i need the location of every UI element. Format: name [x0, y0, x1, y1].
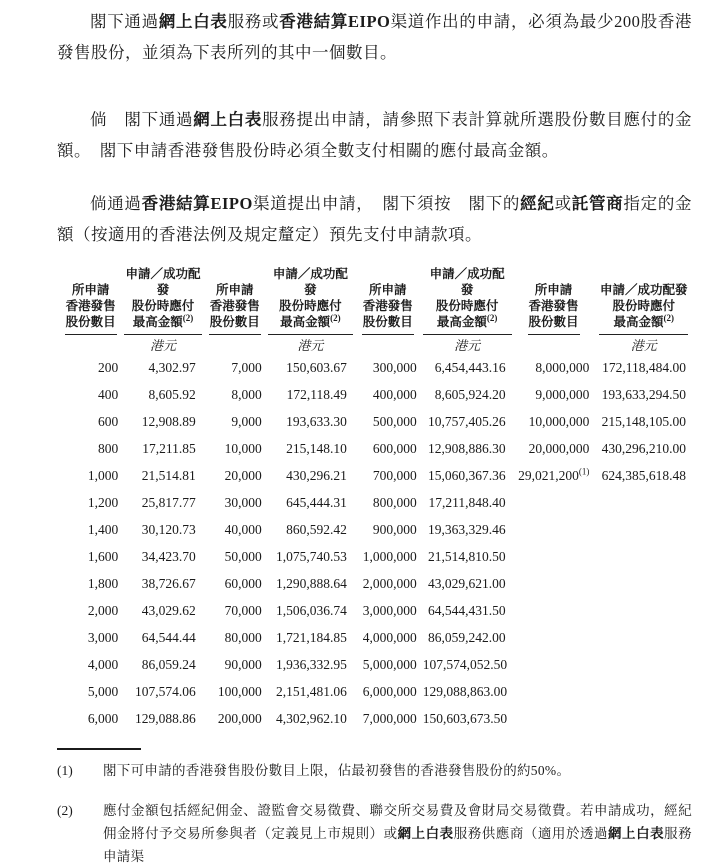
amount-cell: 1,721,184.85 [276, 630, 347, 645]
amount-cell: 25,817.77 [141, 495, 196, 510]
shares-cell: 8,000 [231, 387, 262, 402]
amount-cell: 1,936,332.95 [276, 657, 347, 672]
shares-cell: 9,000,000 [535, 387, 590, 402]
column-header-label: 申請／成功配發 股份時應付 最高金額$^{(2)}$ [124, 266, 201, 335]
footnote-2-reference: (2) [486, 312, 498, 323]
empty-cell [353, 335, 423, 354]
amount-cell: 86,059,242.00 [427, 630, 506, 645]
shares-cell: 500,000 [372, 414, 417, 429]
shares-cell: 3,000,000 [362, 603, 417, 618]
bold-text-segment: 網上白表 [608, 826, 665, 841]
amount-cell: 43,029,621.00 [427, 576, 506, 591]
max-amount-column-header [268, 266, 353, 335]
shares-cell [512, 570, 596, 597]
table-row [57, 705, 692, 732]
amount-cell: 17,211.85 [142, 441, 196, 456]
table-row [57, 381, 692, 408]
column-header-label: 所申請 香港發售 股份數目 [65, 282, 117, 335]
shares-cell [512, 678, 596, 705]
amount-cell: 624,385,618.48 [601, 468, 686, 483]
empty-cell [57, 335, 124, 354]
shares-cell [512, 624, 596, 651]
amount-cell: 4,302.97 [148, 360, 196, 375]
bold-text-segment: 經紀 [520, 194, 555, 213]
shares-cell: 1,800 [87, 576, 119, 591]
footnote-2 [57, 799, 692, 868]
max-amount-column-header [124, 266, 201, 335]
shares-cell: 60,000 [224, 576, 262, 591]
amount-cell [595, 543, 692, 570]
amount-cell: 38,726.67 [141, 576, 196, 591]
currency-label: 港元 [454, 338, 481, 353]
shares-applied-column-header [353, 266, 423, 335]
amount-cell: 15,060,367.36 [427, 468, 506, 483]
max-amount-column-header [423, 266, 512, 335]
amount-cell: 1,506,036.74 [276, 603, 347, 618]
footnote-1-number: (1) [57, 763, 73, 778]
shares-cell: 5,000 [87, 684, 119, 699]
shares-applied-column-header [57, 266, 124, 335]
amount-cell: 193,633.30 [286, 414, 347, 429]
shares-cell: 600 [98, 414, 119, 429]
shares-cell: 200 [98, 360, 119, 375]
text-segment: 應付金額包括經紀佣金、證監會交易徵費、聯交所交易費及會財局交易徵費。若申請成功，經紀佣金將付予交易所參與者（定義見上市規則）或 [103, 803, 692, 841]
currency-label: 港元 [150, 338, 177, 353]
column-header-label: 所申請 香港發售 股份數目 [362, 282, 414, 335]
text-segment: 閣下可申請的香港發售股份數目上限，佔最初發售的香港發售股份的約50%。 [103, 763, 571, 778]
shares-cell: 900,000 [372, 522, 417, 537]
shares-cell: 200,000 [217, 711, 262, 726]
shares-cell: 300,000 [372, 360, 417, 375]
amount-cell: 129,088.86 [135, 711, 196, 726]
footnote-2-reference: (2) [663, 312, 674, 323]
text-segment: 服務提出申請，請參照下表計算就所選股份數目應付的金額。 閣下申請香港發售股份時必須全數支付相關的應付最高金額。 [57, 110, 693, 160]
text-segment: 倘 閣下通過 [90, 110, 194, 129]
column-header-label: 所申請 香港發售 股份數目 [528, 282, 580, 335]
shares-cell: 5,000,000 [362, 657, 417, 672]
shares-applied-column-header [512, 266, 596, 335]
amount-cell: 645,444.31 [286, 495, 347, 510]
footnote-1-reference: (1) [578, 466, 590, 477]
shares-cell: 7,000 [231, 360, 262, 375]
text-segment: 渠道作出的申請，必須為最少200股香港發售股份，並須為下表所列的其中一個數目。 [57, 12, 693, 62]
amount-cell: 43,029.62 [141, 603, 196, 618]
amount-cell: 215,148,105.00 [601, 414, 686, 429]
amount-cell: 19,363,329.46 [427, 522, 506, 537]
shares-cell [512, 489, 596, 516]
shares-cell: 800 [98, 441, 119, 456]
text-segment: 或 [554, 194, 572, 213]
shares-cell [512, 543, 596, 570]
shares-cell: 8,000,000 [535, 360, 590, 375]
amount-cell [595, 570, 692, 597]
bold-text-segment: 網上白表 [193, 110, 263, 129]
empty-cell [202, 335, 268, 354]
amount-cell: 129,088,863.00 [422, 684, 508, 699]
text-segment: 服務供應商（適用於透過 [453, 826, 609, 841]
shares-cell: 700,000 [372, 468, 417, 483]
shares-cell: 90,000 [224, 657, 262, 672]
shares-cell: 800,000 [372, 495, 417, 510]
shares-cell: 7,000,000 [362, 711, 417, 726]
amount-cell: 215,148.10 [286, 441, 347, 456]
amount-cell: 12,908.89 [141, 414, 196, 429]
footnotes [57, 759, 692, 868]
shares-cell: 9,000 [231, 414, 262, 429]
shares-applied-column-header [202, 266, 268, 335]
footnote-2-text [103, 799, 692, 868]
shares-cell: 29,021,200$^{(1)}$ [518, 466, 590, 483]
table-row [57, 678, 692, 705]
column-header-label: 申請／成功配發 股份時應付 最高金額$^{(2)}$ [599, 282, 689, 335]
amount-cell: 8,605.92 [148, 387, 196, 402]
footnote-separator [57, 748, 141, 750]
currency-label: 港元 [630, 338, 657, 353]
footnote-1 [57, 759, 692, 782]
bold-text-segment: 網上白表 [397, 826, 454, 841]
shares-cell: 400,000 [372, 387, 417, 402]
amount-cell: 64,544.44 [141, 630, 196, 645]
amount-cell: 4,302,962.10 [276, 711, 347, 726]
text-segment: 倘通過 [90, 194, 142, 213]
paragraph-white-form-payment [57, 104, 692, 166]
bold-text-segment: 香港結算EIPO [279, 12, 391, 31]
amount-cell: 860,592.42 [286, 522, 347, 537]
shares-cell: 20,000 [224, 468, 262, 483]
amount-cell: 21,514.81 [141, 468, 196, 483]
table-row [57, 651, 692, 678]
shares-cell: 6,000,000 [362, 684, 417, 699]
footnote-2-reference: (2) [330, 312, 341, 323]
shares-cell: 10,000 [224, 441, 262, 456]
shares-cell: 1,400 [87, 522, 119, 537]
amount-cell [595, 489, 692, 516]
shares-cell [512, 705, 596, 732]
text-segment: 指定的金額（按適用的香港法例及規定釐定）預先支付申請款項。 [57, 194, 693, 244]
amount-cell: 6,454,443.16 [434, 360, 506, 375]
column-header-label: 所申請 香港發售 股份數目 [209, 282, 261, 335]
amount-cell [595, 624, 692, 651]
paragraph-hkscc-eipo-payment [57, 188, 692, 250]
empty-cell [512, 335, 596, 354]
amount-cell: 1,290,888.64 [276, 576, 347, 591]
amount-cell: 8,605,924.20 [434, 387, 506, 402]
shares-cell: 20,000,000 [528, 441, 590, 456]
amount-cell: 150,603.67 [286, 360, 347, 375]
amount-cell: 193,633,294.50 [601, 387, 686, 402]
currency-row [57, 335, 692, 354]
text-segment: 服務申請渠 [103, 826, 692, 864]
amount-cell: 150,603,673.50 [422, 711, 508, 726]
table-row [57, 408, 692, 435]
shares-cell: 70,000 [224, 603, 262, 618]
column-header-label: 申請／成功配發 股份時應付 最高金額$^{(2)}$ [423, 266, 512, 335]
footnote-2-number: (2) [57, 803, 73, 818]
shares-cell: 6,000 [87, 711, 119, 726]
amount-cell [595, 597, 692, 624]
shares-cell: 4,000,000 [362, 630, 417, 645]
amount-cell: 172,118,484.00 [602, 360, 686, 375]
application-amount-table [57, 266, 692, 732]
shares-cell: 600,000 [372, 441, 417, 456]
text-segment: 閣下通過 [90, 12, 159, 31]
amount-cell: 107,574,052.50 [422, 657, 508, 672]
table-row [57, 435, 692, 462]
table-body [57, 354, 692, 732]
shares-cell: 50,000 [224, 549, 262, 564]
text-segment: 渠道提出申請， 閣下須按 閣下的 [252, 194, 521, 213]
amount-cell: 21,514,810.50 [427, 549, 506, 564]
amount-cell: 64,544,431.50 [427, 603, 506, 618]
bold-text-segment: 香港結算EIPO [141, 194, 253, 213]
amount-cell: 12,908,886.30 [427, 441, 506, 456]
shares-cell [512, 597, 596, 624]
shares-cell: 1,000 [87, 468, 119, 483]
shares-cell: 80,000 [224, 630, 262, 645]
table-row [57, 516, 692, 543]
amount-cell [595, 651, 692, 678]
amount-cell: 107,574.06 [135, 684, 196, 699]
shares-cell: 1,000,000 [362, 549, 417, 564]
table-row [57, 462, 692, 489]
currency-label: 港元 [297, 338, 324, 353]
amount-cell: 430,296.21 [286, 468, 347, 483]
bold-text-segment: 託管商 [571, 194, 624, 213]
text-segment: 服務或 [227, 12, 280, 31]
amount-cell: 86,059.24 [141, 657, 196, 672]
amount-cell: 17,211,848.40 [428, 495, 506, 510]
shares-cell: 1,200 [87, 495, 119, 510]
shares-cell: 1,600 [87, 549, 119, 564]
table-row [57, 489, 692, 516]
paragraph-application-channels [57, 6, 692, 68]
shares-cell: 2,000,000 [362, 576, 417, 591]
shares-cell: 40,000 [224, 522, 262, 537]
amount-cell [595, 516, 692, 543]
column-header-label: 申請／成功配發 股份時應付 最高金額$^{(2)}$ [268, 266, 353, 335]
table-row [57, 570, 692, 597]
amount-cell: 30,120.73 [141, 522, 196, 537]
shares-cell: 100,000 [217, 684, 262, 699]
shares-cell [512, 651, 596, 678]
footnote-2-reference: (2) [182, 312, 194, 323]
amount-cell: 10,757,405.26 [427, 414, 506, 429]
amount-cell: 34,423.70 [141, 549, 196, 564]
amount-cell: 430,296,210.00 [601, 441, 686, 456]
shares-cell [512, 516, 596, 543]
table-row [57, 543, 692, 570]
table-header-row [57, 266, 692, 335]
max-amount-column-header [595, 266, 692, 335]
shares-cell: 10,000,000 [528, 414, 590, 429]
table-header [57, 266, 692, 354]
table-row [57, 597, 692, 624]
amount-cell [595, 705, 692, 732]
shares-cell: 2,000 [87, 603, 119, 618]
shares-cell: 400 [98, 387, 119, 402]
shares-cell: 4,000 [87, 657, 119, 672]
amount-cell: 2,151,481.06 [276, 684, 347, 699]
amount-cell: 172,118.49 [286, 387, 347, 402]
bold-text-segment: 網上白表 [158, 12, 228, 31]
amount-cell [595, 678, 692, 705]
shares-cell: 3,000 [87, 630, 119, 645]
shares-cell: 30,000 [224, 495, 262, 510]
amount-cell: 1,075,740.53 [276, 549, 347, 564]
table-row [57, 624, 692, 651]
footnote-1-text [103, 759, 692, 782]
table-row [57, 354, 692, 381]
